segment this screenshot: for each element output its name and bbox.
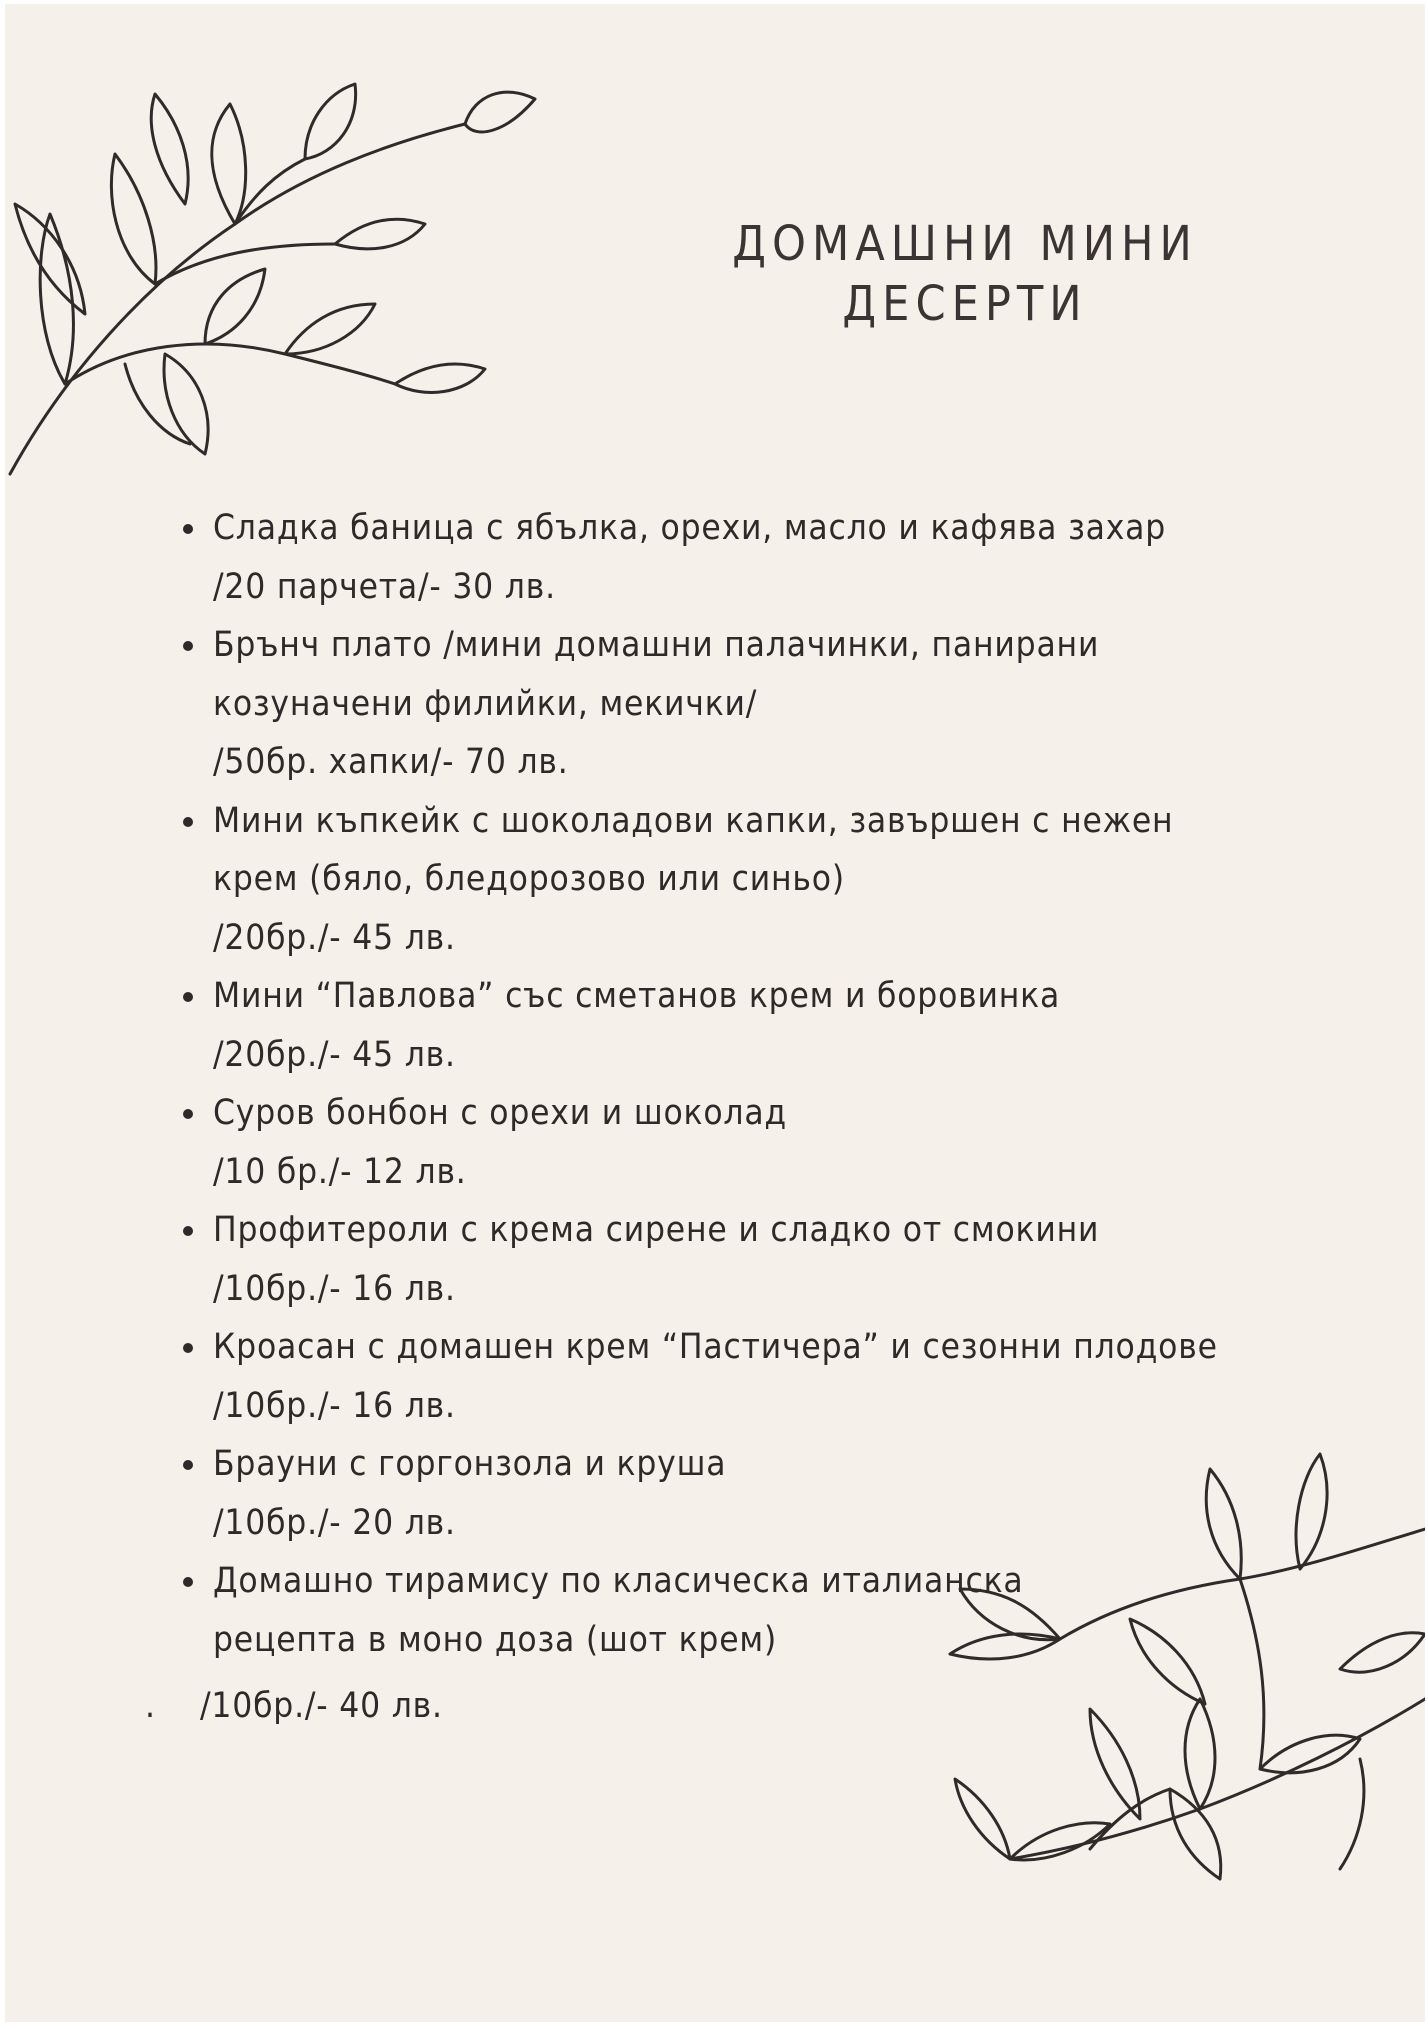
list-item [183,499,1263,616]
bullet-icon [183,992,193,1002]
item-line: козуначени филийки, мекички/ [213,683,758,724]
last-item-price-line [145,1677,443,1736]
leaf-branch-top-decoration [5,54,545,514]
item-line: /10бр./- 20 лв. [213,1502,456,1543]
item-line: /50бр. хапки/- 70 лв. [213,742,569,782]
item-line: Брънч плато /мини домашни палачинки, панирани [213,625,1100,665]
bullet-icon [183,524,193,534]
list-item [183,1084,1263,1201]
list-item [183,967,1263,1084]
list-item [183,1201,1263,1318]
bullet-icon [183,817,193,827]
item-line: Кроасан с домашен крем “Пастичера” и сезонни плодове [213,1327,1218,1367]
item-line: Брауни с горгонзола и круша [213,1444,727,1484]
item-line: /10бр./- 16 лв. [213,1385,456,1426]
list-item [183,792,1263,968]
list-item [183,616,1263,792]
item-line: Мини къпкейк с шоколадови капки, завършен с нежен [213,800,1174,841]
leaf-branch-bottom-decoration [940,1439,1425,1909]
trailing-price: /10бр./- 40 лв. [200,1686,443,1726]
item-line: /20бр./- 45 лв. [213,917,456,958]
page-title [705,214,1225,334]
item-line: /20бр./- 45 лв. [213,1034,456,1075]
page-title-line-2: ДЕСЕРТИ [842,276,1088,332]
item-line: Суров бонбон с орехи и шоколад [213,1093,788,1133]
item-line: крем (бяло, бледорозово или синьо) [213,859,845,899]
trailing-marker: . [145,1686,156,1726]
item-line: /10 бр./- 12 лв. [213,1151,467,1192]
item-line: рецепта в моно доза (шот крем) [213,1619,778,1660]
bullet-icon [183,1226,193,1236]
bullet-icon [183,1343,193,1353]
page-title-line-1: ДОМАШНИ МИНИ [732,216,1198,272]
item-line: /10бр./- 16 лв. [213,1268,456,1309]
item-line: Профитероли с крема сирене и сладко от смокини [213,1210,1100,1250]
bullet-icon [183,641,193,651]
item-line: Мини “Павлова” със сметанов крем и боровинка [213,976,1061,1016]
bullet-icon [183,1577,193,1587]
bullet-icon [183,1109,193,1119]
item-line: Домашно тирамису по класическа италианска [213,1561,1024,1601]
bullet-icon [183,1460,193,1470]
list-item [183,1318,1263,1435]
item-line: /20 парчета/- 30 лв. [213,566,556,607]
menu-page [5,4,1425,2022]
item-line: Сладка баница с ябълка, орехи, масло и кафява захар [213,508,1167,548]
